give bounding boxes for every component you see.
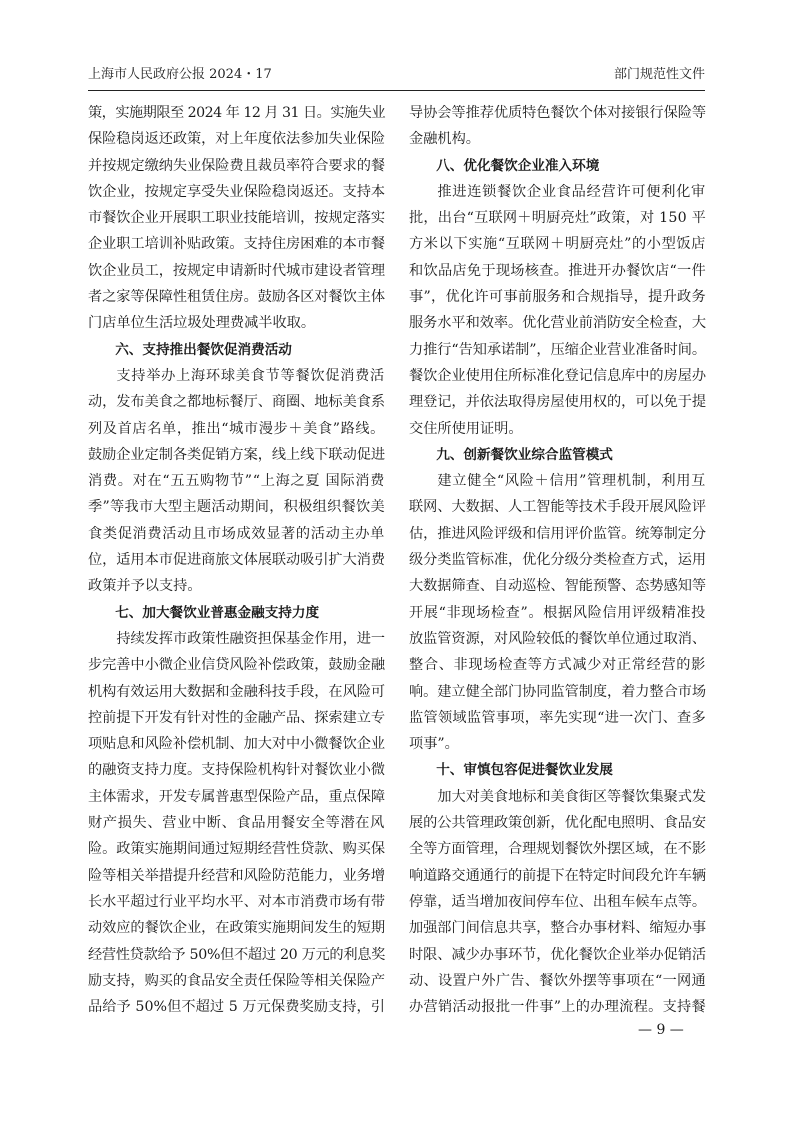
text-line: 步完善中小微企业信贷风险补偿政策，鼓励金融 [88, 657, 385, 674]
text-line: 事”，优化许可事前服务和合规指导，提升政务 [409, 289, 706, 306]
text-line: 政策并予以支持。 [88, 578, 202, 595]
text-line: 食类促消费活动且市场成效显著的活动主办单 [88, 525, 385, 542]
text-line: 展的公共管理政策创新，优化配电照明、食品安 [409, 815, 706, 832]
text-line: 监管领域监管事项，率先实现“进一次门、查多 [409, 709, 706, 726]
text-line: 项事”。 [409, 736, 459, 753]
text-line: 企业职工培训补贴政策。支持住房困难的本市餐 [88, 236, 385, 253]
text-line: 放监管资源，对风险较低的餐饮单位通过取消、 [409, 630, 706, 647]
page-number: — 9 — [638, 1022, 684, 1038]
text-line: 加大对美食地标和美食街区等餐饮集聚式发 [437, 788, 706, 805]
text-line: 导协会等推荐优质特色餐饮个体对接银行保险等 [409, 105, 706, 121]
text-line: 险。政策实施期间通过短期经营性贷款、购买保 [88, 841, 385, 858]
section-heading: 十、审慎包容促进餐饮业发展 [436, 762, 613, 779]
text-line: 推进连锁餐饮企业食品经营许可便利化审 [437, 183, 706, 200]
text-line: 和饮品店免于现场核查。推进开办餐饮店“一件 [409, 262, 706, 279]
text-line: 财产损失、营业中断、食品用餐安全等潜在风 [88, 815, 385, 832]
section-heading: 八、优化餐饮企业准入环境 [436, 157, 600, 174]
text-line: 持续发挥市政策性融资担保基金作用，进一 [116, 630, 385, 647]
text-line: 险等相关举措提升经营和风险防范能力，业务增 [88, 867, 385, 884]
text-line: 品给予 50%但不超过 5 万元保费奖励支持，引 [88, 999, 386, 1016]
text-line: 整合、非现场检查等方式减少对正常经营的影 [409, 657, 706, 674]
text-line: 方米以下实施“互联网＋明厨亮灶”的小型饭店 [409, 236, 706, 253]
text-line: 主体需求，开发专属普惠型保险产品，重点保障 [88, 788, 385, 805]
text-line: 餐饮企业使用住所标准化登记信息库中的房屋办 [409, 367, 706, 384]
text-line: 联网、大数据、人工智能等技术手段开展风险评 [409, 499, 706, 516]
text-line: 响道路交通通行的前提下在特定时间段允许车辆 [409, 867, 706, 884]
section-label: 部门规范性文件 [613, 67, 705, 82]
text-line: 批，出台“互联网＋明厨亮灶”政策，对 150 平 [409, 210, 707, 227]
text-line: 饮企业，按规定享受失业保险稳岗返还。支持本 [88, 183, 385, 200]
text-line: 季”等我市大型主题活动期间，积极组织餐饮美 [88, 499, 385, 516]
text-line: 策，实施期限至 2024 年 12 月 31 日。实施失业 [88, 105, 386, 121]
text-line: 并按规定缴纳失业保险费且裁员率符合要求的餐 [88, 157, 385, 174]
text-line: 停靠，适当增加夜间停车位、出租车候车点等。 [409, 893, 706, 910]
header-divider [88, 90, 705, 91]
text-line: 市餐饮企业开展职工职业技能培训，按规定落实 [88, 210, 385, 227]
text-line: 支持举办上海环球美食节等餐饮促消费活 [116, 367, 385, 384]
text-line: 理登记，并依法取得房屋使用权的，可以免于提 [409, 394, 706, 411]
text-line: 金融机构。 [409, 131, 480, 148]
text-line: 办营销活动报批一件事”上的办理流程。支持餐 [409, 999, 706, 1016]
left-column [88, 100, 385, 1020]
text-line: 建立健全“风险＋信用”管理机制，利用互 [437, 473, 706, 490]
text-line: 服务水平和效率。优化营业前消防安全检查，大 [409, 315, 706, 332]
text-line: 励支持，购买的食品安全责任保险等相关保险产 [88, 972, 385, 989]
text-line: 饮企业员工，按规定申请新时代城市建设者管理 [88, 262, 385, 279]
publication-title: 上海市人民政府公报 2024・17 [88, 67, 272, 82]
text-line: 响。建立健全部门协同监管制度，着力整合市场 [409, 683, 706, 700]
text-line: 级分类监管标准，优化分级分类检查方式，运用 [409, 552, 706, 569]
text-line: 交住所使用证明。 [409, 420, 523, 437]
text-line: 项贴息和风险补偿机制、加大对中小微餐饮企业 [88, 736, 385, 753]
text-line: 列及首店名单，推出“城市漫步＋美食”路线。 [88, 420, 385, 437]
text-line: 鼓励企业定制各类促销方案，线上线下联动促进 [88, 446, 385, 463]
text-line: 加强部门间信息共享，整合办事材料、缩短办事 [409, 920, 706, 937]
text-line: 保险稳岗返还政策，对上年度依法参加失业保险 [88, 131, 385, 148]
text-line: 长水平超过行业平均水平、对本市消费市场有带 [88, 893, 385, 910]
text-line: 动效应的餐饮企业，在政策实施期间发生的短期 [88, 920, 385, 937]
section-heading: 六、支持推出餐饮促消费活动 [115, 341, 292, 358]
text-line: 者之家等保障性租赁住房。鼓励各区对餐饮主体 [88, 289, 385, 306]
text-line: 估，推进风险评级和信用评价监管。统筹制定分 [409, 525, 706, 542]
text-line: 大数据筛查、自动巡检、智能预警、态势感知等 [409, 578, 706, 595]
section-heading: 九、创新餐饮业综合监管模式 [436, 446, 613, 463]
text-line: 时限、减少办事环节，优化餐饮企业举办促销活 [409, 946, 706, 963]
text-line: 机构有效运用大数据和金融科技手段，在风险可 [88, 683, 385, 700]
text-line: 动，发布美食之都地标餐厅、商圈、地标美食系 [88, 394, 385, 411]
right-column [409, 100, 706, 1020]
text-line: 经营性贷款给予 50%但不超过 20 万元的利息奖 [88, 946, 386, 963]
section-heading: 七、加大餐饮业普惠金融支持力度 [115, 604, 320, 621]
text-line: 全等方面管理，合理规划餐饮外摆区域，在不影 [409, 841, 706, 858]
text-line: 位，适用本市促进商旅文体展联动吸引扩大消费 [88, 552, 385, 569]
text-line: 的融资支持力度。支持保险机构针对餐饮业小微 [88, 762, 385, 779]
text-line: 动、设置户外广告、餐饮外摆等事项在“一网通 [409, 972, 706, 989]
text-line: 门店单位生活垃圾处理费减半收取。 [88, 315, 316, 332]
text-line: 开展“非现场检查”。根据风险信用评级精准投 [409, 604, 706, 621]
text-line: 控前提下开发有针对性的金融产品、探索建立专 [88, 709, 385, 726]
text-line: 消费。对在“五五购物节”“上海之夏 国际消费 [88, 473, 385, 490]
text-line: 力推行“告知承诺制”，压缩企业营业准备时间。 [409, 341, 706, 358]
